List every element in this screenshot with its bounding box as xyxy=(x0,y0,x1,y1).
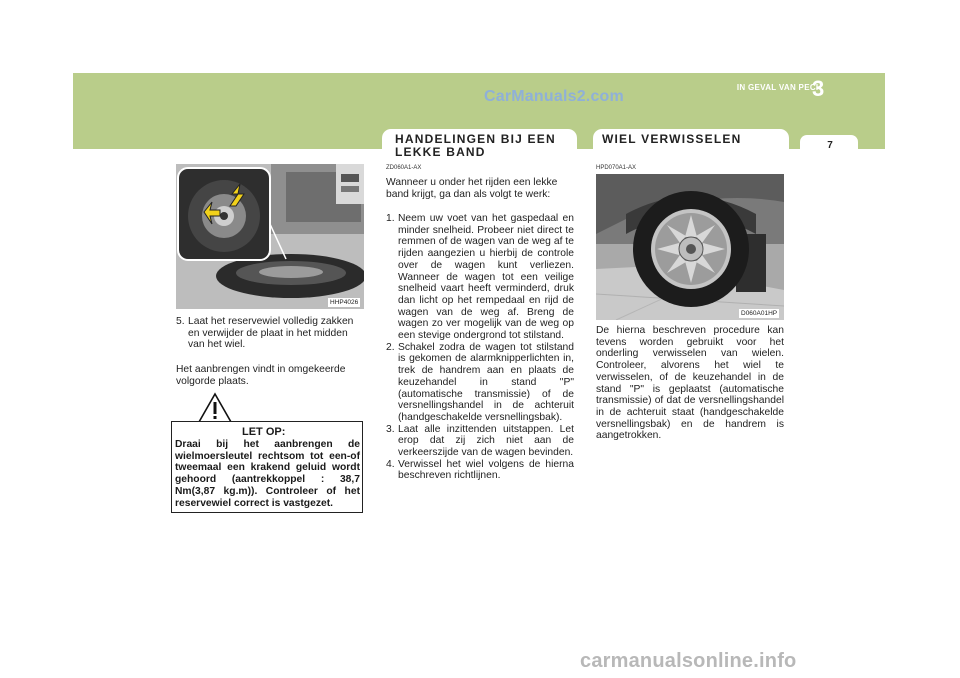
step-5-text: Laat het reservewiel volledig zakken en verwijder de plaat in het midden van het wiel. xyxy=(188,316,354,351)
step-text: Verwissel het wiel volgens de hierna beschreven richtlijnen. xyxy=(398,458,574,482)
section-title-handelingen: HANDELINGEN BIJ EEN LEKKE BAND xyxy=(395,132,556,159)
step-number: 1. xyxy=(386,213,395,224)
list-item xyxy=(386,342,574,424)
image-caption-hhp4026: HHP4026 xyxy=(330,299,359,306)
step-number: 2. xyxy=(386,341,395,353)
section-code-hpd070: HPD070A1-AX xyxy=(596,165,637,171)
step-5 xyxy=(176,316,364,351)
chapter-label: IN GEVAL VAN PECH xyxy=(736,83,822,92)
section-title-wiel: WIEL VERWISSELEN xyxy=(602,132,742,146)
steps-list xyxy=(386,213,574,482)
step-text: Neem uw voet van het gaspedaal en minder snelheid. Probeer niet direct te remmen of de wagen van de weg af te rijden aangezien u hierbij de controle over de wagen kunt verliezen. Wanneer de wagen tot een veilige snelheid vaart heeft verminderd, druk dan licht op het rempedaal en rijd de wagen van de weg af. Breng de wagen zo ver mogelijk van de weg op een stevige ondergrond tot stilstand. xyxy=(398,213,574,342)
step-text: Laat alle inzittenden uitstappen. Let erop dat zij zich niet aan de verkeerszijde van de wagen bevinden. xyxy=(398,423,574,459)
list-item xyxy=(386,213,574,342)
page-number: 7 xyxy=(827,140,833,151)
list-item xyxy=(386,424,574,459)
step-text: Schakel zodra de wagen tot stilstand is gekomen de alarmknipperlichten in, trek de handrem aan en plaats de keuzehandel in stand "P" (automatische transmissie) of de versnellingshandel in de achteruit (handgeschakelde versnellingsbak). xyxy=(398,341,574,423)
wheel-photo xyxy=(596,174,784,320)
intro-paragraph: Wanneer u onder het rijden een lekke band krijgt, ga dan als volgt te werk: xyxy=(386,177,558,200)
warning-icon xyxy=(198,392,232,424)
wheel-change-paragraph: De hierna beschreven procedure kan tevens worden gebruikt voor het onderling verwisselen van wielen. Controleer, alvorens het wiel te verwisselen, of de keuzehandel in de stand "P" is geplaatst (automatische transmissie) of dat de versnellingshandel in de achteruit staat (handgeschakelde versnellingsbak) en de handrem is aangetrokken. xyxy=(596,325,784,442)
caution-note-box xyxy=(171,421,363,513)
list-item xyxy=(386,459,574,482)
watermark-bottom: carmanualsonline.info xyxy=(580,650,797,672)
image-caption-d060a01hp: D060A01HP xyxy=(741,310,778,317)
watermark-top: CarManuals2.com xyxy=(484,88,624,105)
step-number: 3. xyxy=(386,423,395,435)
note-body: Draai bij het aanbrengen de wielmoersleutel rechtsom tot een-of tweemaal een krakend geluid wordt gehoord (aantrekkoppel : 38,7 Nm(3,87 kg.m)). Controleer of het reservewiel correct is vastgezet. xyxy=(175,439,360,509)
reverse-order-paragraph: Het aanbrengen vindt in omgekeerde volgorde plaats. xyxy=(176,364,346,387)
note-title: LET OP: xyxy=(242,426,286,438)
section-code-zd060: ZD060A1-AX xyxy=(386,165,422,171)
step-number: 4. xyxy=(386,458,395,470)
spare-tire-photo xyxy=(176,164,364,309)
chapter-number: 3 xyxy=(812,76,825,101)
step-5-number: 5. xyxy=(176,316,185,327)
